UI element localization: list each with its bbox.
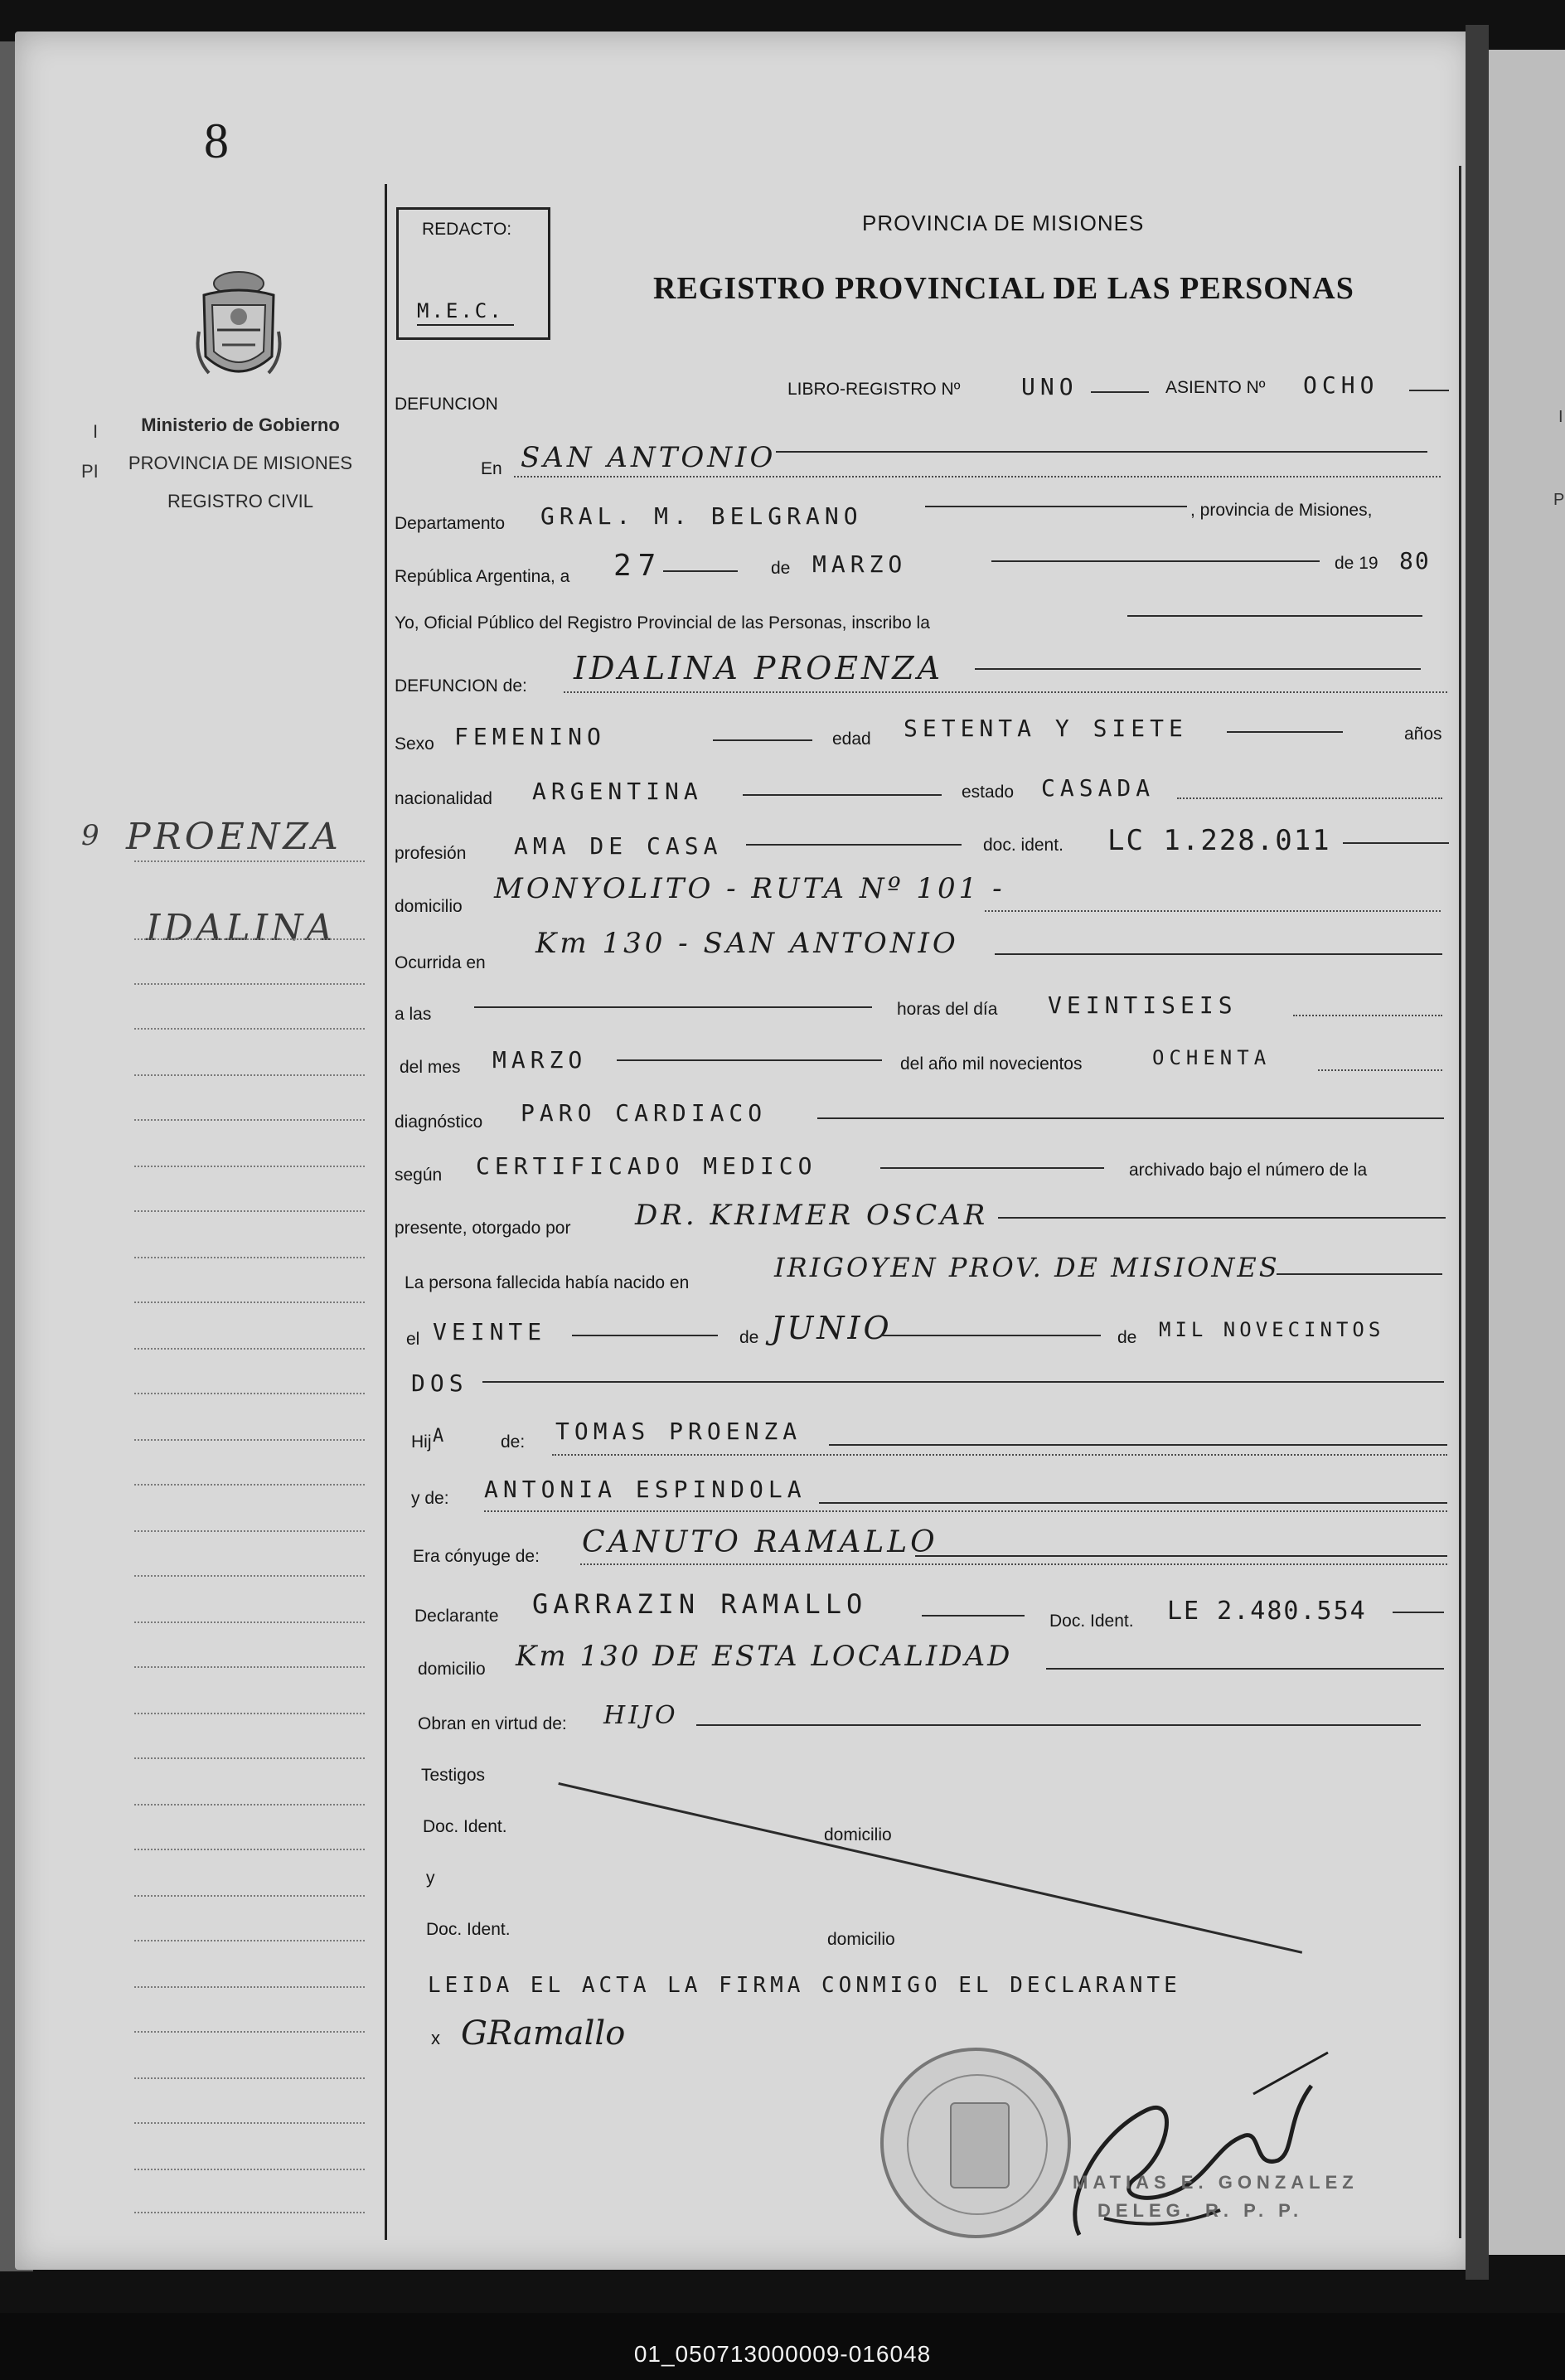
libro-value: UNO [1021,373,1078,400]
obran-value: HIJO [603,1701,679,1730]
file-identifier: 01_050713000009-016048 [633,2341,932,2367]
dash [663,570,738,572]
dash [617,1059,882,1061]
right-mark-1: I [1558,408,1563,426]
decl-domicilio-label: domicilio [418,1660,486,1679]
y-de-label: y de: [411,1489,449,1508]
stamp-text-line1: MATIAS E. GONZALEZ [1073,2172,1359,2193]
dotted-line [514,476,1441,477]
year-cont-value: DOS [411,1369,468,1397]
doc-value: LC 1.228.011 [1107,824,1331,857]
mes-value: MARZO [492,1046,588,1074]
dash [743,794,942,796]
domicilio-label: domicilio [395,897,463,916]
de2-label: de [739,1328,759,1347]
left-mark-2: PI [81,461,99,482]
domicilio-value: MONYOLITO - RUTA Nº 101 - [494,872,1005,905]
next-page-edge [1489,50,1565,2255]
a-las-label: a las [395,1005,432,1024]
conyuge-value: CANUTO RAMALLO [582,1525,938,1559]
dash [776,451,1427,453]
margin-mark: 9 [81,819,103,852]
redacto-box [396,207,550,340]
sexo-value: FEMENINO [454,723,606,750]
coat-of-arms-icon [192,265,285,390]
el-label: el [406,1330,420,1349]
ministry-line-2: PROVINCIA DE MISIONES [128,453,353,473]
margin-name: IDALINA [146,907,337,949]
defuncion-de-label: DEFUNCION de: [395,676,527,696]
dotted-line [580,1563,1447,1565]
test-dom1-label: domicilio [824,1825,892,1844]
dash [1127,615,1422,617]
declarante-value: GARRAZIN RAMALLO [532,1588,868,1620]
dash [696,1724,1421,1726]
de-label: de [771,559,791,578]
en-label: En [481,459,502,478]
test-doc1-label: Doc. Ident. [423,1817,507,1836]
ministry-block [116,406,365,521]
left-mark-1: I [93,421,99,442]
dia-value: VEINTISEIS [1048,991,1238,1019]
dotted-line [552,1454,1447,1456]
presente-value: DR. KRIMER OSCAR [635,1199,989,1232]
de2-value: JUNIO [771,1310,893,1346]
madre-value: ANTONIA ESPINDOLA [484,1476,807,1503]
dash [572,1335,718,1336]
x-mark: x [431,2028,440,2048]
stamp-text [1073,2169,1359,2225]
dash [880,1167,1104,1169]
book-spine [1466,25,1489,2280]
declarante-label: Declarante [414,1607,499,1626]
dash [880,1335,1101,1336]
asiento-label: ASIENTO Nº [1165,378,1266,397]
ocurrida-value: Km 130 - SAN ANTONIO [535,927,959,960]
dotted-line [484,1510,1447,1512]
anio-value: OCHENTA [1152,1046,1272,1069]
dash [1393,1612,1444,1613]
day-value: 27 [613,549,663,583]
decl-domicilio-value: Km 130 DE ESTA LOCALIDAD [516,1640,1013,1673]
archivado-label: archivado bajo el número de la [1129,1161,1368,1180]
doc-label: doc. ident. [983,836,1064,855]
segun-value: CERTIFICADO MEDICO [476,1152,817,1180]
estado-label: estado [962,783,1015,802]
padre-value: TOMAS PROENZA [555,1418,802,1445]
anio-label: del año mil novecientos [900,1054,1083,1074]
dash [922,1615,1025,1617]
nacido-label: La persona fallecida había nacido en [405,1273,690,1292]
republica-label: República Argentina, a [395,567,570,586]
asiento-value: OCHO [1303,371,1379,399]
test-doc2-label: Doc. Ident. [426,1920,511,1939]
dash [998,1217,1446,1219]
de3-label: de [1117,1328,1137,1347]
edad-label: edad [832,730,871,749]
dash [746,844,962,846]
dash [991,560,1320,562]
stamp-text-line2: DELEG. R. P. P. [1097,2200,1304,2221]
page-number: 8 [204,114,229,168]
ministry-line-1: Ministerio de Gobierno [141,414,340,435]
dotted-line [1177,797,1442,799]
dash [925,506,1187,507]
decl-doc-label: Doc. Ident. [1049,1612,1134,1631]
dash [995,953,1442,955]
decl-doc-value: LE 2.480.554 [1167,1597,1367,1626]
margin-surname: PROENZA [126,816,342,858]
en-value: SAN ANTONIO [521,441,777,474]
month-value: MARZO [812,550,908,578]
dash [975,668,1421,670]
dash [817,1117,1444,1119]
dash [1227,731,1343,733]
nacionalidad-value: ARGENTINA [532,778,703,805]
defuncion-de-value: IDALINA PROENZA [574,650,944,686]
dotted-line [985,910,1441,912]
record-type: DEFUNCION [395,395,498,414]
province-heading: PROVINCIA DE MISIONES [862,211,1145,235]
conyuge-label: Era cónyuge de: [413,1547,540,1566]
declarante-signature: GRamallo [461,2014,626,2053]
departamento-value: GRAL. M. BELGRANO [540,502,863,530]
dash [1091,391,1149,393]
edad-value: SETENTA Y SIETE [904,715,1188,742]
hija-suffix: A [433,1426,446,1447]
dash [474,1006,872,1008]
dotted-line [564,691,1447,693]
test-dom2-label: domicilio [827,1930,895,1949]
dash [915,1555,1447,1557]
official-seal-icon [880,2048,1071,2238]
dash [1409,390,1449,391]
dash [1343,842,1449,844]
profesion-label: profesión [395,844,467,863]
dash [1277,1273,1442,1275]
dash [1046,1668,1444,1670]
year-value: 80 [1399,547,1431,574]
redacto-label: REDACTO: [422,220,512,239]
obran-label: Obran en virtud de: [418,1714,567,1733]
estado-value: CASADA [1041,774,1156,802]
diagnostico-label: diagnóstico [395,1112,483,1132]
departamento-label: Departamento [395,514,506,533]
de3-value: MIL NOVECINTOS [1159,1318,1385,1341]
libro-label: LIBRO-REGISTRO Nº [787,380,961,399]
profesion-value: AMA DE CASA [514,832,723,860]
anos-label: años [1404,725,1442,744]
diagnostico-value: PARO CARDIACO [521,1099,768,1127]
horas-label: horas del día [897,1000,998,1019]
closing-text: LEIDA EL ACTA LA FIRMA CONMIGO EL DECLARANTE [428,1973,1181,1998]
yo-text: Yo, Oficial Público del Registro Provincial de las Personas, inscribo la [395,613,930,633]
dash [713,739,812,741]
hija-de-label: de: [501,1432,526,1452]
y-label: y [426,1869,435,1888]
del-mes-label: del mes [400,1058,461,1077]
presente-label: presente, otorgado por [395,1219,571,1238]
provincia-suffix: , provincia de Misiones, [1190,501,1373,520]
dotted-line [1293,1015,1442,1016]
nacido-value: IRIGOYEN PROV. DE MISIONES [774,1252,1280,1283]
ministry-line-3: REGISTRO CIVIL [167,491,314,511]
ocurrida-label: Ocurrida en [395,953,486,972]
dash [819,1502,1447,1504]
dash [482,1381,1444,1383]
year-label: de 19 [1335,554,1378,573]
right-rule [1459,166,1461,2238]
dash [829,1444,1447,1446]
redacto-value: M.E.C. [417,299,514,326]
sexo-label: Sexo [395,734,434,754]
hija-label: Hij [411,1432,432,1452]
registry-heading: REGISTRO PROVINCIAL DE LAS PERSONAS [653,271,1354,306]
segun-label: según [395,1166,443,1185]
el-value: VEINTE [433,1318,547,1345]
nacionalidad-label: nacionalidad [395,789,492,808]
dotted-line [1318,1069,1442,1071]
margin-rule [385,184,387,2240]
testigos-label: Testigos [421,1766,486,1785]
right-mark-2: P [1553,491,1565,509]
